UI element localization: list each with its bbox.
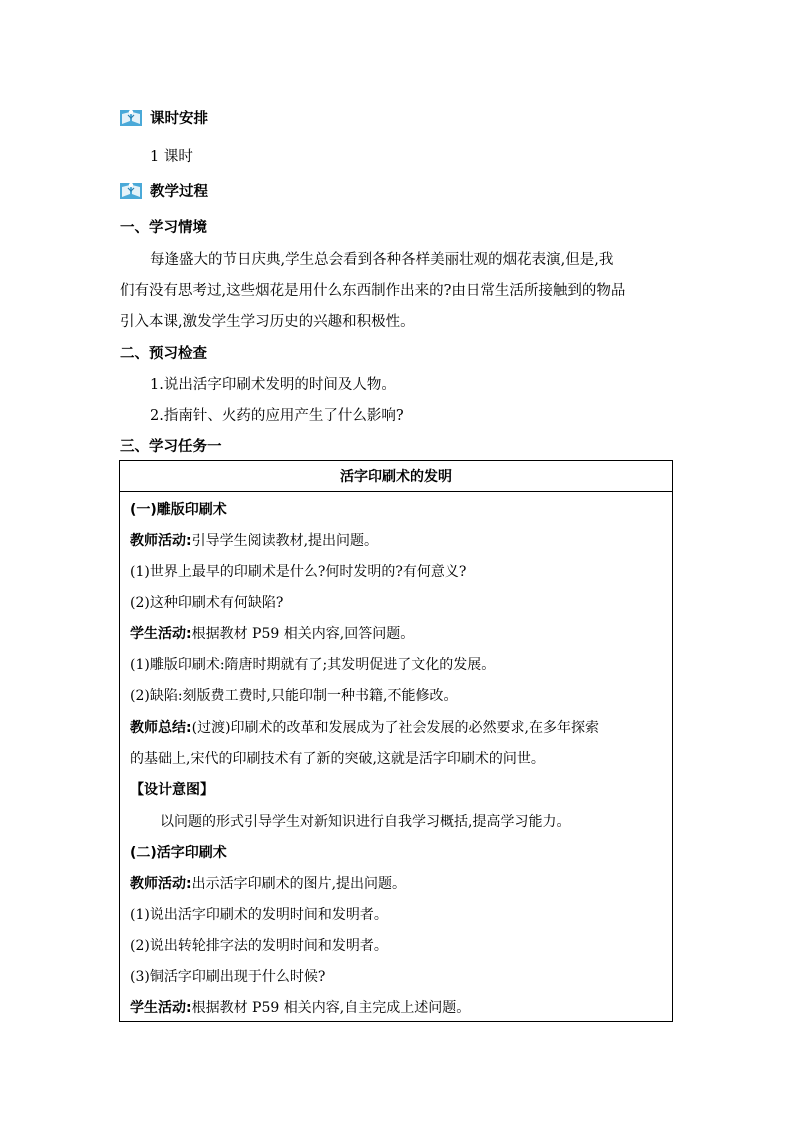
table-row: (2)说出转轮排字法的发明时间和发明者。 [130,938,388,954]
section-title-process: 教学过程 [150,183,208,200]
row-label: 教师活动: [130,876,192,892]
table-row: (2)缺陷:刻版费工费时,只能印制一种书籍,不能修改。 [130,688,458,704]
situation-line-3: 引入本课,激发学生学习历史的兴趣和积极性。 [120,314,415,330]
row-text: 引导学生阅读教材,提出问题。 [191,533,379,549]
schedule-content: 1 课时 [150,149,193,165]
table-row: (二)活字印刷术 [130,845,227,861]
row-label: 教师活动: [130,533,192,549]
task-table [119,460,673,1022]
table-row [130,530,378,550]
row-text: 根据教材 P59 相关内容,回答问题。 [191,626,415,642]
table-row: (2)这种印刷术有何缺陷? [130,595,284,611]
table-row: (3)铜活字印刷出现于什么时候? [130,969,326,985]
preview-question-2: 2.指南针、火药的应用产生了什么影响? [150,408,404,424]
row-label: 学生活动: [130,626,192,642]
section-heading-schedule [120,106,208,128]
table-row [130,997,470,1017]
row-text: (过渡)印刷术的改革和发展成为了社会发展的必然要求,在多年探索 [191,720,599,736]
section-heading-process [120,179,208,201]
table-row [130,623,414,643]
row-label: 教师总结: [130,720,192,736]
book-reader-icon [120,108,142,126]
table-row: (1)世界上最早的印刷术是什么?何时发明的?有何意义? [130,564,467,580]
table-row: 的基础上,宋代的印刷技术有了新的突破,这就是活字印刷术的问世。 [130,751,545,767]
table-row: (1)雕版印刷术:隋唐时期就有了;其发明促进了文化的发展。 [130,657,496,673]
table-header: 活字印刷术的发明 [120,461,672,492]
row-text: 根据教材 P59 相关内容,自主完成上述问题。 [191,1000,471,1016]
row-label: 学生活动: [130,1000,192,1016]
table-row: 【设计意图】 [130,782,214,798]
row-text: 出示活字印刷术的图片,提出问题。 [191,876,407,892]
book-reader-icon [120,181,142,199]
preview-title: 二、预习检查 [120,346,207,362]
situation-line-2: 们有没有思考过,这些烟花是用什么东西制作出来的?由日常生活所接触到的物品 [120,283,626,299]
situation-title: 一、学习情境 [120,220,207,236]
table-row: (一)雕版印刷术 [130,502,227,518]
task1-title: 三、学习任务一 [120,439,222,455]
table-row [130,873,406,893]
table-row: (1)说出活字印刷术的发明时间和发明者。 [130,907,388,923]
section-title-schedule: 课时安排 [150,110,208,127]
preview-question-1: 1.说出活字印刷术发明的时间及人物。 [150,377,396,393]
situation-line-1: 每逢盛大的节日庆典,学生总会看到各种各样美丽壮观的烟花表演,但是,我 [150,252,614,268]
table-row [130,717,599,737]
table-row: 以问题的形式引导学生对新知识进行自我学习概括,提高学习能力。 [160,814,571,830]
